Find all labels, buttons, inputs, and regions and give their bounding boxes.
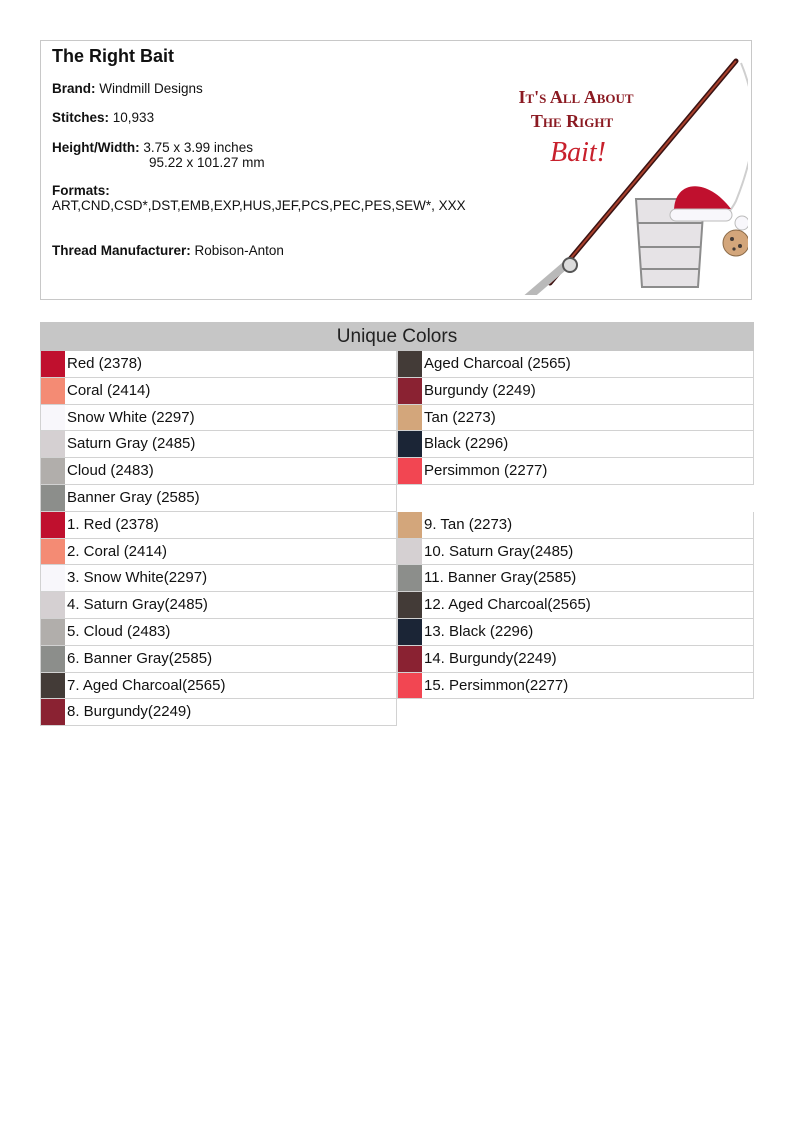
color-name: 1. Red (2378) [67, 515, 159, 533]
color-name: Banner Gray (2585) [67, 489, 200, 506]
unique-colors-header: Unique Colors [40, 322, 754, 351]
color-swatch [41, 512, 65, 538]
unique-color-row [40, 405, 397, 432]
color-name: Red (2378) [67, 355, 143, 372]
sequence-color-row [40, 512, 397, 539]
sequence-color-row [397, 592, 754, 619]
brand-value: Windmill Designs [99, 81, 203, 96]
color-swatch [398, 619, 422, 645]
color-name: Coral (2414) [67, 381, 151, 399]
sequence-color-row [397, 646, 754, 673]
formats-value: ART,CND,CSD*,DST,EMB,EXP,HUS,JEF,PCS,PEC,PES,SEW*, XXX [52, 198, 466, 213]
color-swatch [398, 646, 422, 672]
color-name: 14. Burgundy(2249) [424, 649, 557, 667]
unique-color-row [397, 458, 754, 485]
color-name: 2. Coral (2414) [67, 542, 168, 560]
artwork-line-1: It's All About [518, 87, 634, 107]
sequence-color-row [40, 646, 397, 673]
unique-color-row [40, 378, 397, 405]
unique-color-row [40, 485, 397, 512]
unique-color-row [40, 458, 397, 485]
brand-field [52, 81, 203, 96]
color-name: 11. Banner Gray(2585) [424, 569, 577, 587]
sequence-color-row [397, 565, 754, 592]
color-name: Burgundy (2249) [424, 381, 536, 399]
color-name: Saturn Gray (2485) [67, 435, 196, 453]
color-swatch [398, 405, 422, 431]
color-name: Tan (2273) [424, 408, 496, 426]
thread-value: Robison-Anton [194, 243, 284, 258]
artwork-line-2: The Right [530, 111, 614, 131]
stitches-label: Stitches: [52, 110, 110, 125]
color-swatch [41, 431, 65, 457]
color-swatch [398, 431, 422, 457]
brand-label: Brand: [52, 81, 96, 96]
sequence-color-row [397, 673, 754, 700]
cookie-icon [723, 230, 748, 256]
color-name: 5. Cloud (2483) [67, 623, 171, 640]
design-artwork [486, 51, 748, 295]
color-swatch [398, 673, 422, 699]
unique-color-row [40, 351, 397, 378]
color-name: 3. Snow White(2297) [67, 569, 208, 587]
unique-color-row [397, 431, 754, 458]
unique-color-row [397, 351, 754, 378]
unique-colors-panel [40, 322, 754, 721]
unique-color-row [397, 405, 754, 432]
color-swatch [41, 405, 65, 431]
color-swatch [398, 351, 422, 377]
stitches-field [52, 110, 154, 125]
design-info-card [40, 40, 752, 300]
height-width-inches: 3.75 x 3.99 inches [143, 140, 253, 155]
color-swatch [41, 646, 65, 672]
stitches-value: 10,933 [112, 110, 155, 125]
color-swatch [41, 458, 65, 484]
color-swatch [41, 565, 65, 591]
artwork-line-3: Bait! [550, 137, 606, 168]
color-swatch [41, 378, 65, 404]
color-swatch [41, 673, 65, 699]
sequence-color-row [397, 619, 754, 646]
color-swatch [398, 539, 422, 565]
color-swatch [41, 592, 65, 618]
sequence-color-row [40, 565, 397, 592]
color-name: Cloud (2483) [67, 462, 154, 480]
color-swatch [41, 699, 65, 725]
sequence-color-row [40, 619, 397, 646]
color-swatch [398, 458, 422, 484]
color-name: Aged Charcoal (2565) [424, 355, 571, 372]
color-swatch [398, 565, 422, 591]
color-name: 4. Saturn Gray(2485) [67, 596, 208, 614]
color-swatch [398, 592, 422, 618]
color-name: 9. Tan (2273) [424, 515, 513, 533]
sequence-color-row [40, 673, 397, 700]
height-width-mm: 95.22 x 101.27 mm [149, 155, 265, 170]
sequence-color-row [40, 592, 397, 619]
thread-label: Thread Manufacturer: [52, 243, 191, 258]
color-name: 7. Aged Charcoal(2565) [67, 676, 226, 694]
color-swatch [41, 351, 65, 377]
height-width-field [52, 140, 253, 155]
unique-color-row [40, 431, 397, 458]
sequence-color-row [397, 539, 754, 566]
color-name: Snow White (2297) [67, 408, 195, 426]
color-swatch [41, 539, 65, 565]
formats-label: Formats: [52, 183, 110, 198]
sequence-color-row [40, 539, 397, 566]
color-name: 6. Banner Gray(2585) [67, 649, 213, 667]
color-swatch [398, 512, 422, 538]
color-name: 12. Aged Charcoal(2565) [424, 596, 591, 614]
unique-color-row [397, 378, 754, 405]
color-name: 15. Persimmon(2277) [424, 676, 569, 694]
sequence-color-row [40, 699, 397, 726]
color-swatch [398, 378, 422, 404]
thread-field [52, 243, 284, 258]
color-name: Persimmon (2277) [424, 462, 548, 480]
design-title: The Right Bait [52, 46, 174, 66]
color-swatch [41, 485, 65, 511]
color-name: 8. Burgundy(2249) [67, 703, 192, 721]
height-width-label: Height/Width: [52, 140, 140, 155]
color-name: 10. Saturn Gray(2485) [424, 542, 574, 560]
color-name: 13. Black (2296) [424, 623, 534, 640]
color-name: Black (2296) [424, 435, 509, 453]
color-swatch [41, 619, 65, 645]
formats-label-field [52, 183, 110, 198]
sequence-color-row [397, 512, 754, 539]
